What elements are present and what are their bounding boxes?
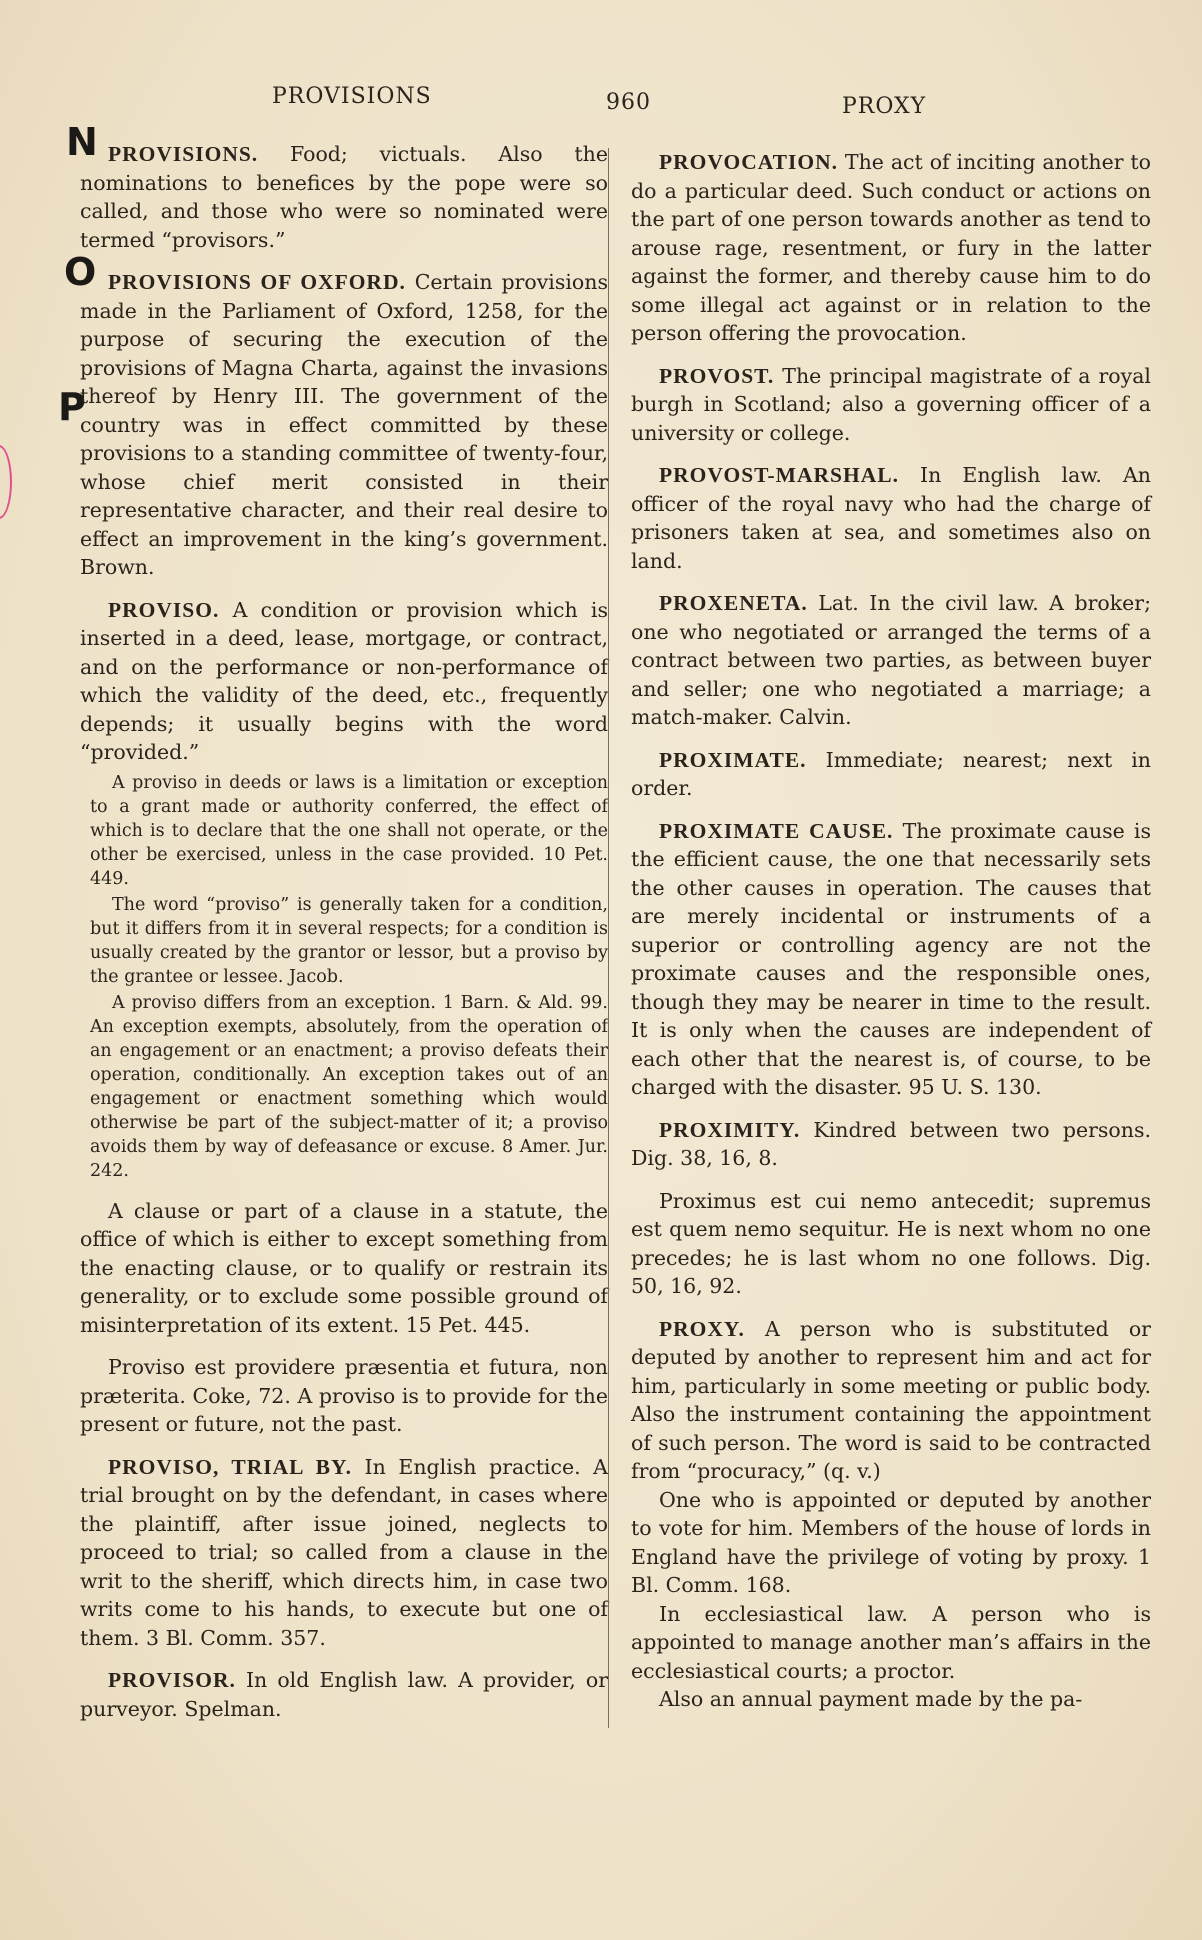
thumb-index-p[interactable]: P xyxy=(58,385,86,429)
entry-text: Food; victuals. Also the nominations to benefices by the pope were so called, and those who were so nominated were termed “provisors.” xyxy=(80,142,608,252)
entry-term: PROVOST-MARSHAL. xyxy=(659,463,899,487)
entry-term: PROVISIONS OF OXFORD. xyxy=(108,270,406,294)
entry-term: PROVISO. xyxy=(108,597,220,622)
entry-provisor xyxy=(80,1666,608,1723)
note-paragraph: A proviso differs from an exception. 1 Barn. & Ald. 99. An exception exempts, absolutely, from the operation of an engagement or an enactment; a proviso defeats their operation, conditionally. An exception takes out of an engagement or enactment something which would otherwise be part of the subject-matter of it; a proviso avoids them by way of defeasance or excuse. 8 Amer. Jur. 242. xyxy=(90,992,608,1181)
entry-provisions xyxy=(80,140,608,254)
left-guide-word: PROVISIONS xyxy=(272,84,432,109)
entry-proviso xyxy=(80,596,608,1183)
entry-proviso-statute xyxy=(80,1197,608,1340)
entry-proxeneta xyxy=(631,589,1151,732)
entry-term: PROVOCATION. xyxy=(659,150,838,174)
entry-notes xyxy=(90,771,608,1183)
entry-text: Lat. In the civil law. A broker; one who negotiated or arranged the terms of a contract between two parties, as between buyer and seller; one who negotiated a marriage; a match-maker. Calvin. xyxy=(631,591,1151,729)
entry-text: Proximus est cui nemo antecedit; supremus est quem nemo sequitur. He is next whom no one precedes; he is last whom no one follows. Dig. 50, 16, 92. xyxy=(631,1188,1151,1298)
right-guide-word: PROXY xyxy=(842,94,927,119)
left-column xyxy=(80,140,608,1737)
entry-term: PROVISOR. xyxy=(108,1668,236,1692)
entry-paragraph: In ecclesiastical law. A person who is appointed to manage another man’s affairs in the ecclesiastical courts; a proctor. xyxy=(631,1601,1151,1683)
entry-text: In English law. An officer of the royal navy who had the charge of prisoners taken at sea, and sometimes also on land. xyxy=(631,463,1151,573)
page-number: 960 xyxy=(606,90,651,115)
entry-text: Kindred between two persons. Dig. 38, 16, 8. xyxy=(631,1117,1151,1170)
entry-text: The proximate cause is the efficient cause, the one that necessarily sets the other causes in operation. The causes that are merely incidental or instruments of a superior or controlling agency are not the proximate causes and the responsible ones, though they may be nearer in time to the result. It is only when the causes are independent of each other that the nearest is, of course, to be charged with the disaster. 95 U. S. 130. xyxy=(631,818,1151,1099)
note-paragraph: A proviso in deeds or laws is a limitation or exception to a grant made or authority conferred, the effect of which is to declare that the one shall not operate, or the other be exercised, unless in the case provided. 10 Pet. 449. xyxy=(90,772,608,889)
note-paragraph: The word “proviso” is generally taken for a condition, but it differs from it in several respects; for a condition is usually created by the grantor or lessor, but a proviso by the grantee or lessee. Jacob. xyxy=(90,894,608,987)
thumb-index-o[interactable]: O xyxy=(64,250,97,294)
entry-text: In English practice. A trial brought on by the defendant, in cases where the plaintiff, after issue joined, neglects to proceed to trial; so called from a clause in the writ to the sheriff, which directs him, in case two writs come to his hands, to execute but one of them. 3 Bl. Comm. 357. xyxy=(80,1454,608,1650)
entry-text: Proviso est providere præsentia et futura, non præterita. Coke, 72. A proviso is to provide for the present or future, not the past. xyxy=(80,1355,608,1436)
entry-proviso-trial-by xyxy=(80,1453,608,1653)
entry-text: Immediate; nearest; next in order. xyxy=(631,747,1151,800)
entry-term: PROVISIONS. xyxy=(108,142,259,166)
entry-proviso-maxim xyxy=(80,1353,608,1439)
entry-provocation xyxy=(631,148,1151,348)
entry-text: A clause or part of a clause in a statute, the office of which is either to except something from the enacting clause, or to qualify or restrain its generality, or to exclude some possible ground of misinterpretation of its extent. 15 Pet. 445. xyxy=(80,1198,608,1337)
entry-text: In old English law. A provider, or purveyor. Spelman. xyxy=(80,1668,608,1721)
thumb-index-n[interactable]: N xyxy=(66,120,98,164)
entry-proximate xyxy=(631,746,1151,803)
entry-term: PROXIMATE. xyxy=(659,747,807,772)
entry-proxy xyxy=(631,1315,1151,1714)
entry-provost xyxy=(631,362,1151,448)
entry-text: A person who is substituted or deputed by another to represent him and act for him, particularly in some meeting or public body. Also the instrument containing the appointment of such person. The word is said to be contracted from “procuracy,” (q. v.) xyxy=(631,1316,1151,1483)
entry-proximate-cause xyxy=(631,817,1151,1102)
entry-provisions-of-oxford xyxy=(80,268,608,582)
entry-text: The act of inciting another to do a particular deed. Such conduct or actions on the part of one person towards another as tend to arouse rage, resentment, or fury in the latter against the former, and thereby cause him to do some illegal act against or in relation to the person offering the provocation. xyxy=(631,150,1151,345)
entry-term: PROVOST. xyxy=(659,363,775,388)
entry-text: A condition or provision which is inserted in a deed, lease, mortgage, or contract, and on the performance or non-performance of which the validity of the deed, etc., frequently depends; it usually begins with the word “provided.” xyxy=(80,597,608,764)
entry-paragraph: Also an annual payment made by the pa- xyxy=(659,1687,1083,1711)
entry-proximus-maxim xyxy=(631,1187,1151,1301)
thumb-tab-marker xyxy=(0,445,12,519)
entry-provost-marshal xyxy=(631,461,1151,575)
right-column xyxy=(608,148,1151,1728)
entry-text: Certain provisions made in the Parliament of Oxford, 1258, for the purpose of securing the execution of the provisions of Magna Charta, against the invasions thereof by Henry III. The government of the country was in effect committed by these provisions to a standing committee of twenty-four, whose chief merit consisted in their representative character, and their real desire to effect an improvement in the king’s government. Brown. xyxy=(80,270,608,579)
entry-term: PROVISO, TRIAL BY. xyxy=(108,1454,352,1479)
entry-term: PROXIMITY. xyxy=(659,1117,801,1142)
entry-term: PROXIMATE CAUSE. xyxy=(659,818,894,843)
entry-paragraph: One who is appointed or deputed by another to vote for him. Members of the house of lords in England have the privilege of voting by proxy. 1 Bl. Comm. 168. xyxy=(631,1487,1151,1597)
entry-proximity xyxy=(631,1116,1151,1173)
entry-term: PROXENETA. xyxy=(659,591,808,615)
running-header xyxy=(0,84,1202,124)
entry-text: The principal magistrate of a royal burgh in Scotland; also a governing officer of a university or college. xyxy=(631,363,1151,445)
entry-term: PROXY. xyxy=(659,1316,745,1341)
